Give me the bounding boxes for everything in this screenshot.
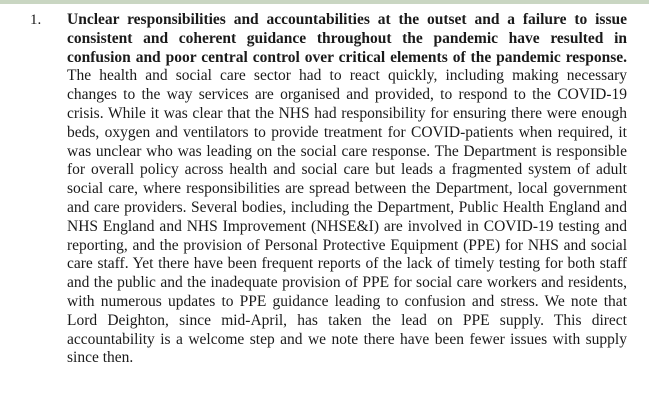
- paragraph-lead-sentence: Unclear responsibilities and accountabilities at the outset and a failure to issue consistent and coherent guidance throughout the pandemic have resulted in confusion and poor central control over critical elements of the pandemic response.: [67, 11, 627, 66]
- top-rule: [0, 0, 649, 4]
- paragraph-text: [67, 11, 627, 368]
- paragraph-number: 1.: [30, 12, 42, 28]
- paragraph-body: The health and social care sector had to react quickly, including making necessary changes to the way services are organised and provided, to respond to the COVID-19 crisis. While it was clear that the NHS had responsibility for ensuring there were enough beds, oxygen and ventilators to provide treatment for COVID-patients when required, it was unclear who was leading on the social care response. The Department is responsible for overall policy across health and social care but leads a fragmented system of adult social care, where responsibilities are spread between the Department, local government and care providers. Several bodies, including the Department, Public Health England and NHS England and NHS Improvement (NHSE&I) are involved in COVID-19 testing and reporting, and the provision of Personal Protective Equipment (PPE) for NHS and social care staff. Yet there have been frequent reports of the lack of timely testing for both staff and the public and the inadequate provision of PPE for social care workers and residents, with numerous updates to PPE guidance leading to confusion and stress. We note that Lord Deighton, since mid-April, has taken the lead on PPE supply. This direct accountability is a welcome step and we note there have been fewer issues with supply since then.: [67, 67, 627, 367]
